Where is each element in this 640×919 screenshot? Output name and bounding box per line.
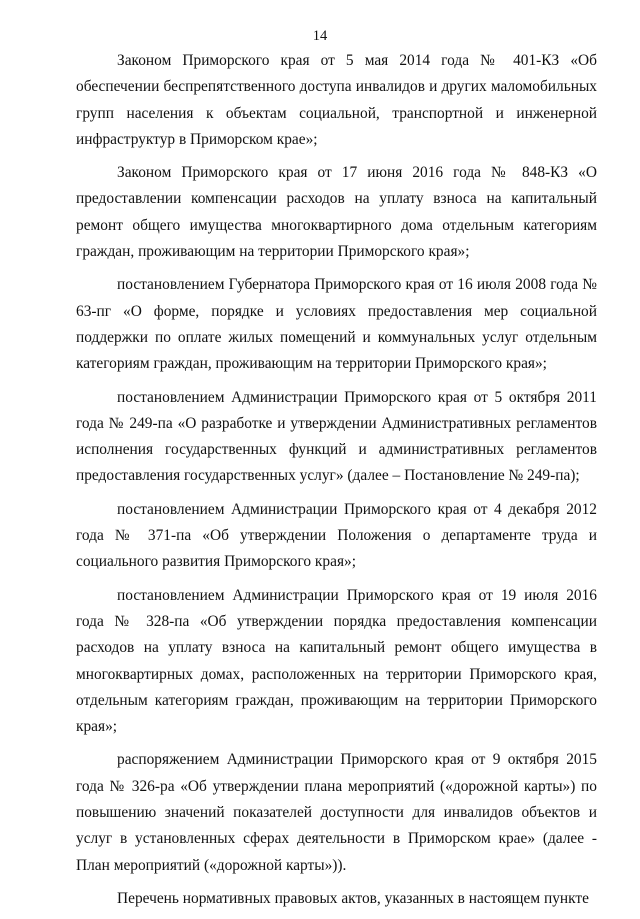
paragraph-law-848-kz: Законом Приморского края от 17 июня 2016 года № 848-КЗ «О предоставлении компенсации расходов на уплату взноса на капитальный ремонт общего имущества многоквартирного дома отдельным категориям граждан, проживающим на территории Приморского края»; [76, 164, 597, 261]
paragraph-acts-list-intro: Перечень нормативных правовых актов, указанных в настоящем пункте [117, 889, 589, 907]
page-number: 14 [312, 28, 328, 44]
document-body [76, 48, 597, 919]
paragraph-order-326-ra: распоряжением Администрации Приморского края от 9 октября 2015 года № 326-ра «Об утверждении плана мероприятий («дорожной карты») по повышению значений показателей доступности для инвалидов объектов и услуг в установленных сферах деятельности в Приморском крае» (далее - План мероприятий («дорожной карты»)). [76, 751, 597, 874]
paragraph-resolution-328-pa: постановлением Администрации Приморского края от 19 июля 2016 года № 328-па «Об утверждении порядка предоставления компенсации расходов на уплату взноса на капитальный ремонт общего имущества в многоквартирных домах, расположенных на территории Приморского края, отдельным категориям граждан, проживающим на территории Приморского края»; [76, 586, 597, 736]
paragraph-resolution-249-pa: постановлением Администрации Приморского края от 5 октября 2011 года № 249-па «О разработке и утверждении Административных регламентов исполнения государственных функций и административных регламентов предоставления государственных услуг» (далее – Постановление № 249-па); [76, 388, 597, 485]
paragraph-law-401-kz: Законом Приморского края от 5 мая 2014 года № 401-КЗ «Об обеспечении беспрепятственного доступа инвалидов и других маломобильных групп населения к объектам социальной, транспортной и инженерной инфраструктур в Приморском крае»; [76, 52, 597, 148]
paragraph-resolution-63-pg: постановлением Губернатора Приморского края от 16 июля 2008 года № 63-пг «О форме, порядке и условиях предоставления мер социальной поддержки по оплате жилых помещений и коммунальных услуг отдельным категориям граждан, проживающим на территории Приморского края»; [76, 276, 597, 373]
paragraph-resolution-371-pa: постановлением Администрации Приморского края от 4 декабря 2012 года № 371-па «Об утверждении Положения о департаменте труда и социального развития Приморского края»; [76, 500, 597, 571]
